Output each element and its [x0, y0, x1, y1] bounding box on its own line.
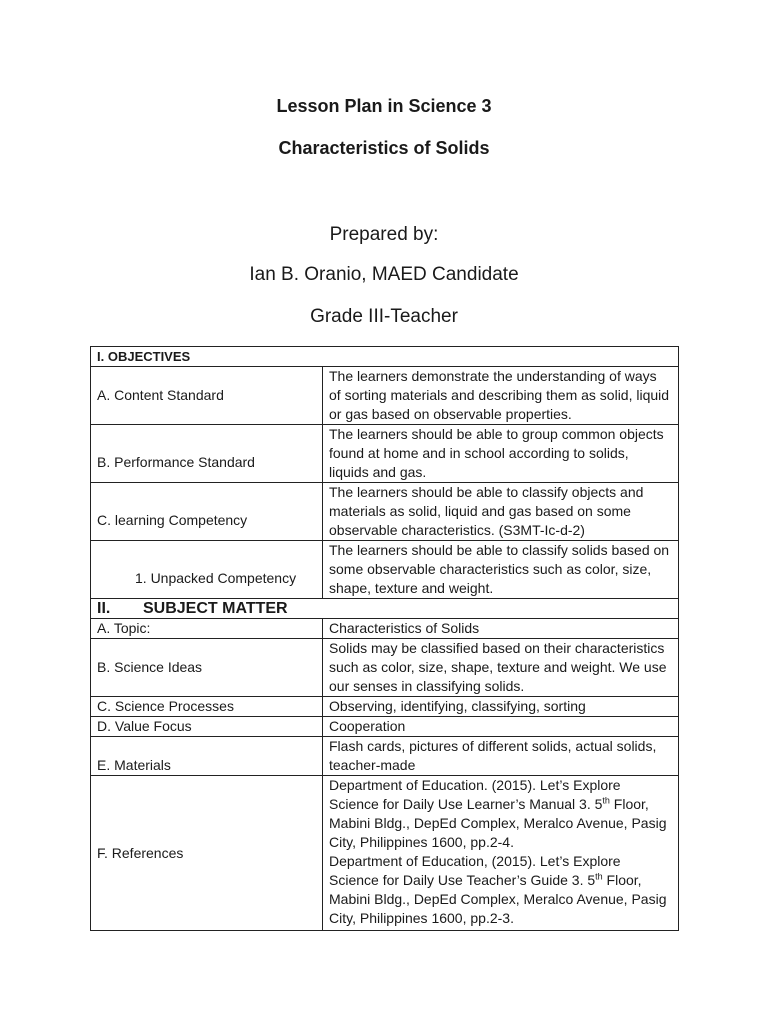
author-name: Ian B. Oranio, MAED Candidate	[249, 264, 519, 285]
table-row	[91, 697, 679, 717]
references-label: F. References	[91, 776, 323, 931]
table-row	[91, 541, 679, 599]
subject-matter-heading-row	[91, 599, 679, 619]
table-row	[91, 737, 679, 776]
prepared-by-label: Prepared by:	[329, 224, 439, 245]
learning-competency-text: The learners should be able to classify objects and materials as solid, liquid and gas based on some observable characteristics. (S3MT-Ic-d-2)	[323, 483, 679, 541]
performance-standard-text: The learners should be able to group common objects found at home and in school according to solids, liquids and gas.	[323, 425, 679, 483]
reference-1	[329, 776, 672, 852]
table-row	[91, 619, 679, 639]
reference-2-part-a: Department of Education, (2015). Let’s Explore Science for Daily Use Teacher’s Guide 3. 5	[329, 853, 621, 888]
table-row	[91, 639, 679, 697]
materials-label: E. Materials	[91, 737, 323, 776]
subject-matter-number: II.	[97, 600, 111, 617]
reference-1-part-b: Floor, Mabini Bldg., DepEd Complex, Meralco Avenue, Pasig City, Philippines 1600, pp.2-4.	[329, 796, 667, 850]
materials-text: Flash cards, pictures of different solids, actual solids, teacher-made	[323, 737, 679, 776]
topic-label: A. Topic:	[91, 619, 323, 639]
unpacked-competency-label: 1. Unpacked Competency	[91, 541, 323, 599]
science-ideas-label: B. Science Ideas	[91, 639, 323, 697]
content-standard-label: A. Content Standard	[91, 367, 323, 425]
table-row	[91, 776, 679, 931]
objectives-heading-row	[91, 347, 679, 367]
reference-1-sup: th	[602, 795, 610, 806]
topic-text: Characteristics of Solids	[323, 619, 679, 639]
table-row	[91, 367, 679, 425]
learning-competency-label: C. learning Competency	[91, 483, 323, 541]
table-row	[91, 425, 679, 483]
reference-2-part-b: Floor, Mabini Bldg., DepEd Complex, Meralco Avenue, Pasig City, Philippines 1600, pp.2-3.	[329, 872, 667, 926]
reference-2	[329, 852, 672, 928]
table-row	[91, 483, 679, 541]
science-ideas-text: Solids may be classified based on their characteristics such as color, size, shape, texture and weight. We use our senses in classifying solids.	[323, 639, 679, 697]
table-row	[91, 717, 679, 737]
content-standard-text: The learners demonstrate the understanding of ways of sorting materials and describing them as solid, liquid or gas based on observable properties.	[323, 367, 679, 425]
author-position: Grade III-Teacher	[310, 306, 458, 327]
document-title: Lesson Plan in Science 3	[276, 96, 492, 116]
value-focus-text: Cooperation	[323, 717, 679, 737]
objectives-heading: I. OBJECTIVES	[91, 347, 679, 367]
value-focus-label: D. Value Focus	[91, 717, 323, 737]
document-subtitle: Characteristics of Solids	[278, 138, 490, 158]
performance-standard-label: B. Performance Standard	[91, 425, 323, 483]
reference-2-sup: th	[595, 871, 603, 882]
subject-matter-heading	[91, 599, 679, 619]
reference-1-part-a: Department of Education. (2015). Let’s Explore Science for Daily Use Learner’s Manual 3. 5	[329, 777, 621, 812]
lesson-plan-table	[90, 346, 679, 931]
science-processes-text: Observing, identifying, classifying, sorting	[323, 697, 679, 717]
science-processes-label: C. Science Processes	[91, 697, 323, 717]
unpacked-competency-text: The learners should be able to classify solids based on some observable characteristics such as color, size, shape, texture and weight.	[323, 541, 679, 599]
subject-matter-title: SUBJECT MATTER	[143, 600, 288, 617]
references-text	[323, 776, 679, 931]
